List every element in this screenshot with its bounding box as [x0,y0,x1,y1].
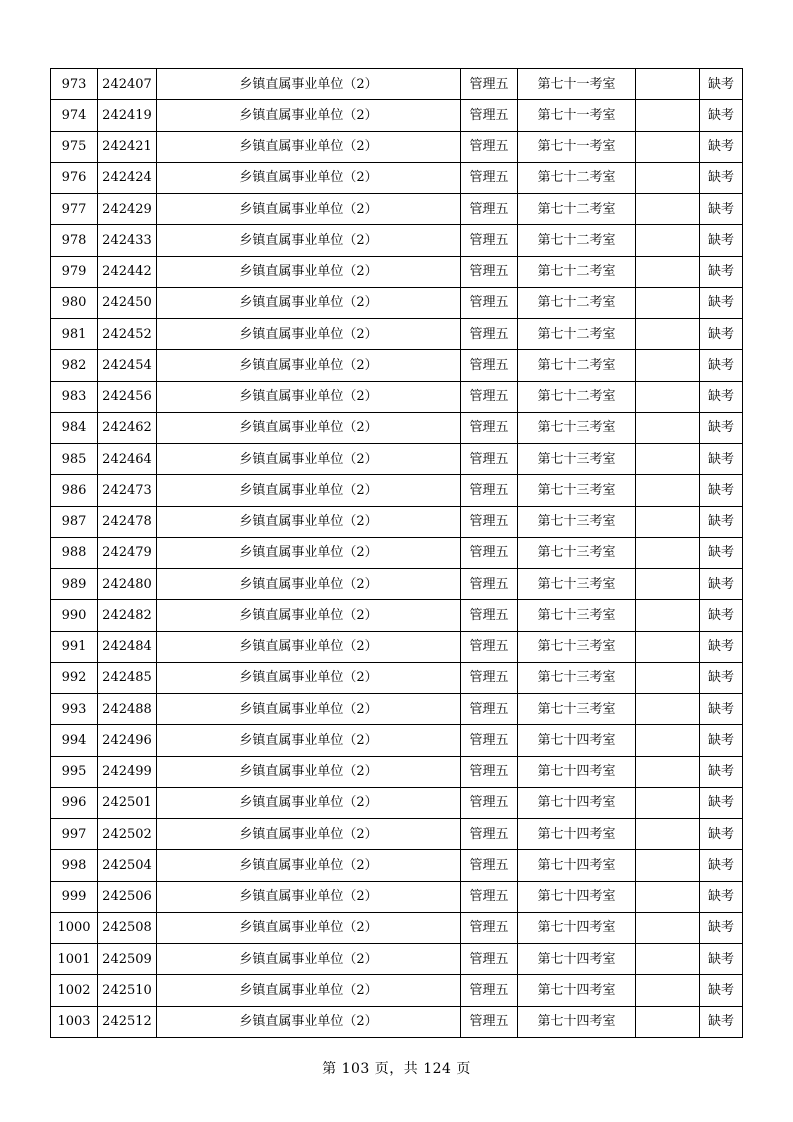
cell-remark [636,944,700,975]
cell-exam-id: 242482 [98,600,157,631]
cell-unit-name: 乡镇直属事业单位（2） [157,912,461,943]
cell-exam-room: 第七十二考室 [518,225,636,256]
cell-exam-id: 242510 [98,975,157,1006]
cell-exam-room: 第七十三考室 [518,600,636,631]
cell-exam-id: 242485 [98,662,157,693]
cell-remark [636,444,700,475]
cell-remark [636,569,700,600]
cell-unit-name: 乡镇直属事业单位（2） [157,537,461,568]
cell-exam-id: 242429 [98,194,157,225]
cell-position: 管理五 [461,944,518,975]
cell-remark [636,725,700,756]
cell-seq-no: 998 [51,850,98,881]
cell-unit-name: 乡镇直属事业单位（2） [157,506,461,537]
cell-seq-no: 986 [51,475,98,506]
cell-remark [636,412,700,443]
cell-exam-id: 242421 [98,131,157,162]
cell-status: 缺考 [700,100,743,131]
cell-unit-name: 乡镇直属事业单位（2） [157,756,461,787]
cell-exam-id: 242504 [98,850,157,881]
cell-remark [636,881,700,912]
cell-status: 缺考 [700,381,743,412]
cell-seq-no: 988 [51,537,98,568]
cell-unit-name: 乡镇直属事业单位（2） [157,631,461,662]
table-row [51,506,743,537]
cell-position: 管理五 [461,1006,518,1037]
cell-seq-no: 990 [51,600,98,631]
cell-seq-no: 979 [51,256,98,287]
cell-remark [636,131,700,162]
cell-seq-no: 984 [51,412,98,443]
cell-unit-name: 乡镇直属事业单位（2） [157,381,461,412]
table-row [51,131,743,162]
table-row [51,162,743,193]
table-row [51,881,743,912]
cell-status: 缺考 [700,756,743,787]
cell-status: 缺考 [700,131,743,162]
cell-position: 管理五 [461,850,518,881]
cell-remark [636,381,700,412]
cell-status: 缺考 [700,319,743,350]
cell-remark [636,600,700,631]
cell-exam-room: 第七十三考室 [518,537,636,568]
cell-seq-no: 982 [51,350,98,381]
cell-exam-room: 第七十二考室 [518,287,636,318]
cell-remark [636,912,700,943]
cell-seq-no: 1000 [51,912,98,943]
cell-remark [636,506,700,537]
cell-exam-id: 242509 [98,944,157,975]
cell-exam-room: 第七十三考室 [518,412,636,443]
table-row [51,912,743,943]
cell-status: 缺考 [700,787,743,818]
table-row [51,631,743,662]
cell-unit-name: 乡镇直属事业单位（2） [157,287,461,318]
cell-exam-room: 第七十四考室 [518,944,636,975]
table-row [51,475,743,506]
cell-status: 缺考 [700,694,743,725]
cell-exam-room: 第七十四考室 [518,850,636,881]
cell-position: 管理五 [461,319,518,350]
cell-position: 管理五 [461,600,518,631]
cell-exam-room: 第七十三考室 [518,569,636,600]
cell-exam-room: 第七十四考室 [518,912,636,943]
cell-position: 管理五 [461,912,518,943]
cell-status: 缺考 [700,162,743,193]
cell-seq-no: 996 [51,787,98,818]
cell-seq-no: 980 [51,287,98,318]
cell-status: 缺考 [700,631,743,662]
cell-remark [636,194,700,225]
cell-position: 管理五 [461,381,518,412]
cell-unit-name: 乡镇直属事业单位（2） [157,444,461,475]
cell-seq-no: 1001 [51,944,98,975]
table-row [51,600,743,631]
cell-unit-name: 乡镇直属事业单位（2） [157,412,461,443]
cell-status: 缺考 [700,600,743,631]
cell-position: 管理五 [461,881,518,912]
cell-seq-no: 991 [51,631,98,662]
cell-status: 缺考 [700,975,743,1006]
cell-exam-room: 第七十三考室 [518,444,636,475]
cell-exam-room: 第七十二考室 [518,194,636,225]
table-row [51,725,743,756]
cell-seq-no: 977 [51,194,98,225]
cell-status: 缺考 [700,850,743,881]
table-row [51,194,743,225]
cell-exam-room: 第七十四考室 [518,819,636,850]
cell-remark [636,694,700,725]
cell-exam-id: 242478 [98,506,157,537]
cell-remark [636,1006,700,1037]
cell-seq-no: 989 [51,569,98,600]
cell-position: 管理五 [461,131,518,162]
cell-remark [636,100,700,131]
cell-position: 管理五 [461,819,518,850]
cell-unit-name: 乡镇直属事业单位（2） [157,819,461,850]
cell-exam-room: 第七十四考室 [518,1006,636,1037]
cell-exam-room: 第七十三考室 [518,631,636,662]
cell-remark [636,662,700,693]
cell-exam-room: 第七十四考室 [518,881,636,912]
table-row [51,287,743,318]
cell-remark [636,819,700,850]
cell-seq-no: 973 [51,69,98,100]
cell-seq-no: 978 [51,225,98,256]
cell-unit-name: 乡镇直属事业单位（2） [157,225,461,256]
cell-seq-no: 1002 [51,975,98,1006]
cell-unit-name: 乡镇直属事业单位（2） [157,850,461,881]
table-row [51,381,743,412]
cell-exam-room: 第七十四考室 [518,787,636,818]
cell-position: 管理五 [461,225,518,256]
cell-exam-room: 第七十三考室 [518,475,636,506]
cell-remark [636,631,700,662]
table-body [51,69,743,1038]
cell-exam-room: 第七十一考室 [518,131,636,162]
cell-position: 管理五 [461,506,518,537]
cell-exam-id: 242480 [98,569,157,600]
cell-exam-id: 242450 [98,287,157,318]
cell-seq-no: 992 [51,662,98,693]
cell-exam-id: 242442 [98,256,157,287]
cell-position: 管理五 [461,975,518,1006]
cell-position: 管理五 [461,631,518,662]
total-pages-number: 124 [423,1061,452,1077]
cell-exam-id: 242433 [98,225,157,256]
table-row [51,694,743,725]
cell-status: 缺考 [700,537,743,568]
cell-remark [636,256,700,287]
cell-seq-no: 987 [51,506,98,537]
cell-unit-name: 乡镇直属事业单位（2） [157,475,461,506]
cell-position: 管理五 [461,412,518,443]
cell-position: 管理五 [461,287,518,318]
cell-exam-id: 242464 [98,444,157,475]
table-row [51,225,743,256]
absent-candidates-table [50,68,743,1038]
table-row [51,569,743,600]
cell-position: 管理五 [461,569,518,600]
cell-remark [636,787,700,818]
cell-position: 管理五 [461,194,518,225]
cell-exam-room: 第七十二考室 [518,162,636,193]
cell-status: 缺考 [700,287,743,318]
cell-position: 管理五 [461,537,518,568]
cell-unit-name: 乡镇直属事业单位（2） [157,944,461,975]
cell-position: 管理五 [461,756,518,787]
cell-exam-room: 第七十一考室 [518,69,636,100]
cell-seq-no: 976 [51,162,98,193]
cell-exam-room: 第七十四考室 [518,725,636,756]
cell-remark [636,975,700,1006]
cell-exam-id: 242462 [98,412,157,443]
cell-status: 缺考 [700,412,743,443]
cell-exam-id: 242456 [98,381,157,412]
cell-unit-name: 乡镇直属事业单位（2） [157,162,461,193]
cell-exam-id: 242512 [98,1006,157,1037]
cell-exam-room: 第七十二考室 [518,256,636,287]
table-row [51,319,743,350]
cell-position: 管理五 [461,256,518,287]
cell-exam-room: 第七十二考室 [518,350,636,381]
cell-status: 缺考 [700,569,743,600]
cell-position: 管理五 [461,162,518,193]
cell-remark [636,537,700,568]
cell-unit-name: 乡镇直属事业单位（2） [157,662,461,693]
cell-unit-name: 乡镇直属事业单位（2） [157,975,461,1006]
cell-unit-name: 乡镇直属事业单位（2） [157,1006,461,1037]
cell-unit-name: 乡镇直属事业单位（2） [157,319,461,350]
cell-exam-id: 242501 [98,787,157,818]
cell-status: 缺考 [700,506,743,537]
cell-seq-no: 1003 [51,1006,98,1037]
cell-status: 缺考 [700,662,743,693]
cell-exam-id: 242452 [98,319,157,350]
cell-remark [636,287,700,318]
table-row [51,787,743,818]
table-row [51,1006,743,1037]
cell-position: 管理五 [461,69,518,100]
cell-exam-id: 242499 [98,756,157,787]
cell-exam-id: 242506 [98,881,157,912]
cell-exam-room: 第七十三考室 [518,694,636,725]
table-row [51,850,743,881]
cell-status: 缺考 [700,256,743,287]
cell-unit-name: 乡镇直属事业单位（2） [157,725,461,756]
cell-status: 缺考 [700,69,743,100]
table-row [51,662,743,693]
cell-unit-name: 乡镇直属事业单位（2） [157,194,461,225]
cell-status: 缺考 [700,350,743,381]
table-row [51,819,743,850]
cell-status: 缺考 [700,912,743,943]
current-page-number: 103 [341,1061,370,1077]
cell-exam-room: 第七十二考室 [518,319,636,350]
cell-position: 管理五 [461,662,518,693]
cell-seq-no: 997 [51,819,98,850]
table-row [51,256,743,287]
cell-unit-name: 乡镇直属事业单位（2） [157,600,461,631]
table-row [51,537,743,568]
cell-status: 缺考 [700,725,743,756]
cell-status: 缺考 [700,881,743,912]
cell-status: 缺考 [700,819,743,850]
cell-unit-name: 乡镇直属事业单位（2） [157,69,461,100]
cell-exam-id: 242407 [98,69,157,100]
cell-seq-no: 995 [51,756,98,787]
cell-status: 缺考 [700,194,743,225]
cell-status: 缺考 [700,1006,743,1037]
cell-seq-no: 974 [51,100,98,131]
table-row [51,444,743,475]
cell-status: 缺考 [700,475,743,506]
cell-seq-no: 983 [51,381,98,412]
cell-unit-name: 乡镇直属事业单位（2） [157,100,461,131]
cell-exam-room: 第七十四考室 [518,975,636,1006]
cell-unit-name: 乡镇直属事业单位（2） [157,694,461,725]
cell-unit-name: 乡镇直属事业单位（2） [157,569,461,600]
cell-seq-no: 994 [51,725,98,756]
cell-position: 管理五 [461,475,518,506]
cell-exam-id: 242496 [98,725,157,756]
table-row [51,944,743,975]
cell-remark [636,319,700,350]
cell-remark [636,756,700,787]
cell-exam-room: 第七十三考室 [518,506,636,537]
cell-remark [636,225,700,256]
cell-exam-room: 第七十四考室 [518,756,636,787]
cell-position: 管理五 [461,725,518,756]
cell-exam-room: 第七十三考室 [518,662,636,693]
cell-remark [636,69,700,100]
cell-remark [636,162,700,193]
cell-position: 管理五 [461,694,518,725]
cell-seq-no: 985 [51,444,98,475]
table-row [51,100,743,131]
cell-exam-id: 242473 [98,475,157,506]
cell-remark [636,850,700,881]
table-row [51,69,743,100]
cell-status: 缺考 [700,444,743,475]
cell-exam-room: 第七十二考室 [518,381,636,412]
cell-exam-room: 第七十一考室 [518,100,636,131]
cell-exam-id: 242508 [98,912,157,943]
page-label-mid: 页，共 [374,1061,419,1077]
cell-unit-name: 乡镇直属事业单位（2） [157,350,461,381]
cell-unit-name: 乡镇直属事业单位（2） [157,787,461,818]
cell-unit-name: 乡镇直属事业单位（2） [157,131,461,162]
cell-remark [636,350,700,381]
cell-unit-name: 乡镇直属事业单位（2） [157,256,461,287]
page-label-prefix: 第 [322,1061,337,1077]
cell-seq-no: 981 [51,319,98,350]
cell-position: 管理五 [461,787,518,818]
cell-exam-id: 242502 [98,819,157,850]
table-row [51,975,743,1006]
cell-exam-id: 242454 [98,350,157,381]
page-footer [0,1058,793,1078]
cell-exam-id: 242479 [98,537,157,568]
cell-status: 缺考 [700,944,743,975]
cell-exam-id: 242484 [98,631,157,662]
cell-position: 管理五 [461,444,518,475]
table-row [51,350,743,381]
cell-remark [636,475,700,506]
cell-status: 缺考 [700,225,743,256]
cell-exam-id: 242419 [98,100,157,131]
cell-exam-id: 242424 [98,162,157,193]
table-row [51,756,743,787]
page-label-suffix: 页 [456,1061,471,1077]
cell-unit-name: 乡镇直属事业单位（2） [157,881,461,912]
cell-seq-no: 999 [51,881,98,912]
table-row [51,412,743,443]
cell-position: 管理五 [461,100,518,131]
cell-exam-id: 242488 [98,694,157,725]
cell-seq-no: 975 [51,131,98,162]
cell-position: 管理五 [461,350,518,381]
cell-seq-no: 993 [51,694,98,725]
